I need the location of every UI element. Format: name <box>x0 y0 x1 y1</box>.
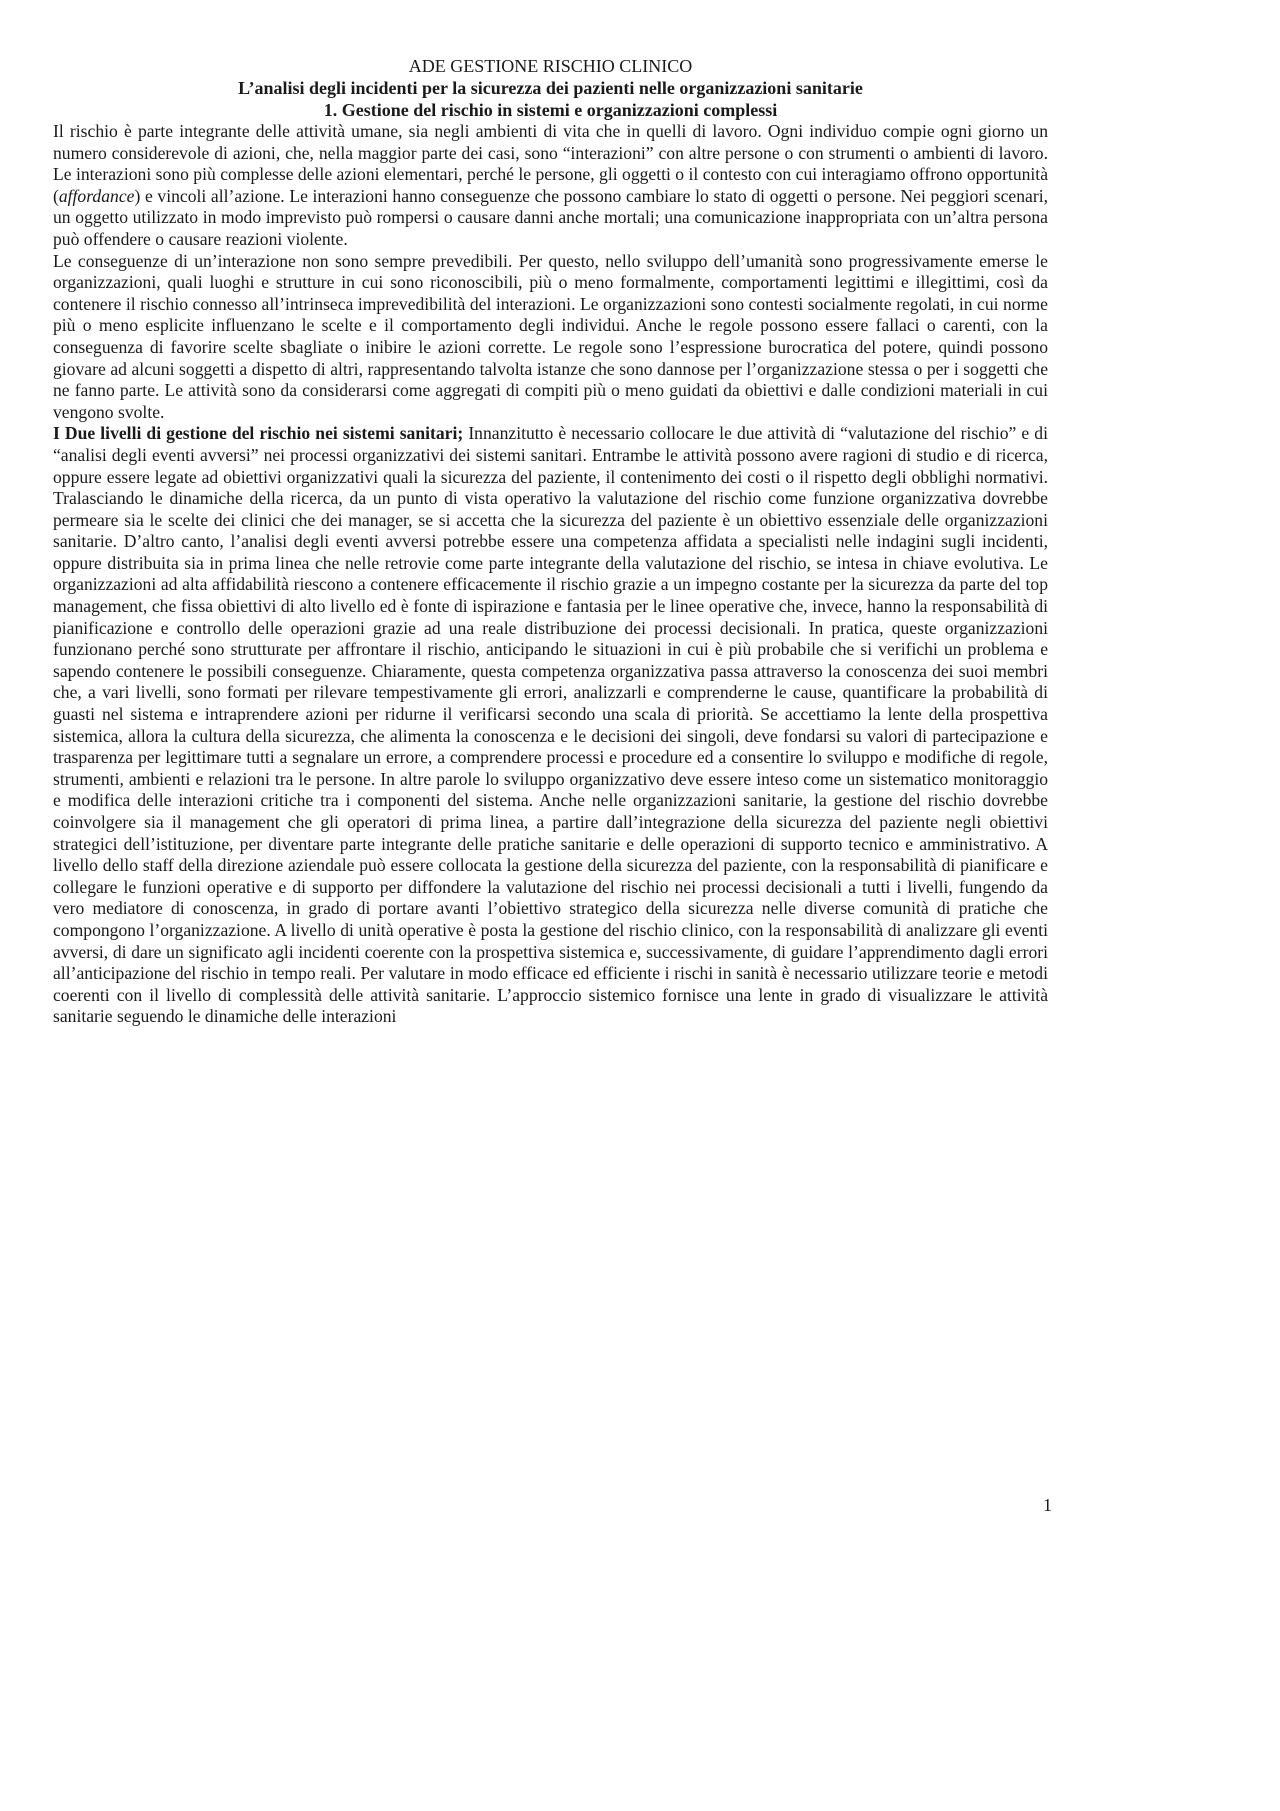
affordance-term: affordance <box>58 185 135 206</box>
page-number: 1 <box>1043 1495 1052 1515</box>
paragraph-risk-intro-part-b: ) e vincoli all’azione. Le interazioni hanno conseguenze che possono cambiare lo stato di oggetti o persone. Nei peggiori scenari, un oggetto utilizzato in modo imprevisto può rompersi o causare danni anche mortali; una comunicazione inappropriata con un’altra persona può offendere o causare reazioni violente. <box>53 185 1048 249</box>
paragraph-two-levels-heading: I Due livelli di gestione del rischio nei sistemi sanitari; <box>53 423 464 444</box>
paragraph-two-levels <box>53 423 1048 1028</box>
paragraph-organizations: Le conseguenze di un’interazione non sono sempre prevedibili. Per questo, nello sviluppo dell’umanità sono progressivamente emerse le organizzazioni, quali luoghi e strutture in cui sono riconoscibili, più o meno formalmente, comportamenti legittimi e illegittimi, così da contenere il rischio connesso all’intrinseca imprevedibilità del interazioni. Le organizzazioni sono contesti socialmente regolati, in cui norme più o meno esplicite influenzano le scelte e il comportamento degli individui. Anche le regole possono essere fallaci o carenti, con la conseguenza di favorire scelte sbagliate o inibire le azioni corrette. Le regole sono l’espressione burocratica del potere, quindi possono giovare ad alcuni soggetti a dispetto di altri, rappresentando talvolta istanze che sono dannose per l’organizzazione stessa o per i soggetti che ne fanno parte. Le attività sono da considerarsi come aggregati di compiti più o meno guidati da obiettivi e dalle condizioni materiali in cui vengono svolte. <box>53 250 1048 422</box>
section-heading: 1. Gestione del rischio in sistemi e organizzazioni complessi <box>323 100 778 120</box>
paragraph-risk-intro-part-a: Il rischio è parte integrante delle attività umane, sia negli ambienti di vita che in quelli di lavoro. Ogni individuo compie ogni giorno un numero considerevole di azioni, che, nella maggior parte dei casi, sono “interazioni” con altre persone o con strumenti o ambienti di lavoro. Le interazioni sono più complesse delle azioni elementari, perché le persone, gli oggetti o il contesto con cui interagiamo offrono opportunità ( <box>53 121 1048 206</box>
paragraph-risk-intro <box>53 121 1048 251</box>
paragraph-two-levels-text: Innanzitutto è necessario collocare le due attività di “valutazione del rischio” e di “analisi degli eventi avversi” nei processi organizzativi dei sistemi sanitari. Entrambe le attività possono avere ragioni di studio e di ricerca, oppure essere legate ad obiettivi organizzativi quali la sicurezza del paziente, il contenimento dei costi o il rispetto degli obblighi normativi. Tralasciando le dinamiche della ricerca, da un punto di vista operativo la valutazione del rischio come funzione organizzativa dovrebbe permeare sia le scelte dei clinici che dei manager, se si accetta che la sicurezza del paziente è un obiettivo essenziale delle organizzazioni sanitarie. D’altro canto, l’analisi degli eventi avversi potrebbe essere una competenza affidata a specialisti nelle indagini sugli incidenti, oppure distribuita sia in prima linea che nelle retrovie come parte integrante della valutazione del rischio, se intesa in chiave evolutiva. Le organizzazioni ad alta affidabilità riescono a contenere efficacemente il rischio grazie a un impegno costante per la sicurezza da parte del top management, che fissa obiettivi di alto livello ed è fonte di ispirazione e fantasia per le linee operative che, invece, hanno la responsabilità di pianificazione e controllo delle operazioni grazie ad una reale distribuzione dei processi decisionali. In pratica, queste organizzazioni funzionano perché sono strutturate per affrontare il rischio, anticipando le situazioni in cui è più probabile che si verifichi un problema e sapendo contenere le possibili conseguenze. Chiaramente, questa competenza organizzativa passa attraverso la conoscenza dei suoi membri che, a vari livelli, sono formati per rilevare tempestivamente gli errori, analizzarli e comprenderne le cause, quantificare la probabilità di guasti nel sistema e intraprendere azioni per ridurne il verificarsi secondo una scala di priorità. Se accettiamo la lente della prospettiva sistemica, allora la cultura della sicurezza, che alimenta la conoscenza e le decisioni dei singoli, deve fondarsi su valori di partecipazione e trasparenza per legittimare tutti a segnalare un errore, a comprendere processi e procedure ed a consentire lo sviluppo e modifiche di regole, strumenti, ambienti e relazioni tra le persone. In altre parole lo sviluppo organizzativo deve essere inteso come un sistematico monitoraggio e modifica delle interazioni critiche tra i componenti del sistema. Anche nelle organizzazioni sanitarie, la gestione del rischio dovrebbe coinvolgere sia il management che gli operatori di prima linea, a partire dall’integrazione della sicurezza del paziente negli obiettivi strategici dell’istituzione, per diventare parte integrante delle pratiche sanitarie e delle operazioni di supporto tecnico e amministrativo. A livello dello staff della direzione aziendale può essere collocata la gestione della sicurezza del paziente, con la responsabilità di pianificare e collegare le funzioni operative e di supporto per diffondere la valutazione del rischio nei processi decisionali a tutti i livelli, fungendo da vero mediatore di conoscenza, in grado di portare avanti l’obiettivo strategico della sicurezza nelle diverse comunità di pratiche che compongono l’organizzazione. A livello di unità operative è posta la gestione del rischio clinico, con la responsabilità di analizzare gli eventi avversi, di dare un significato agli incidenti coerente con la prospettiva sistemica e, successivamente, di guidare l’apprendimento dagli errori all’anticipazione del rischio in tempo reali. Per valutare in modo efficace ed efficiente i rischi in sanità è necessario utilizzare teorie e metodi coerenti con il livello di complessità delle attività sanitarie. L’approccio sistemico fornisce una lente in grado di visualizzare le attività sanitarie seguendo le dinamiche delle interazioni <box>53 423 1048 1027</box>
document-subtitle: L’analisi degli incidenti per la sicurezza dei pazienti nelle organizzazioni sanitarie <box>238 78 863 98</box>
document-page <box>53 55 1048 1028</box>
document-title: ADE GESTIONE RISCHIO CLINICO <box>408 56 693 76</box>
